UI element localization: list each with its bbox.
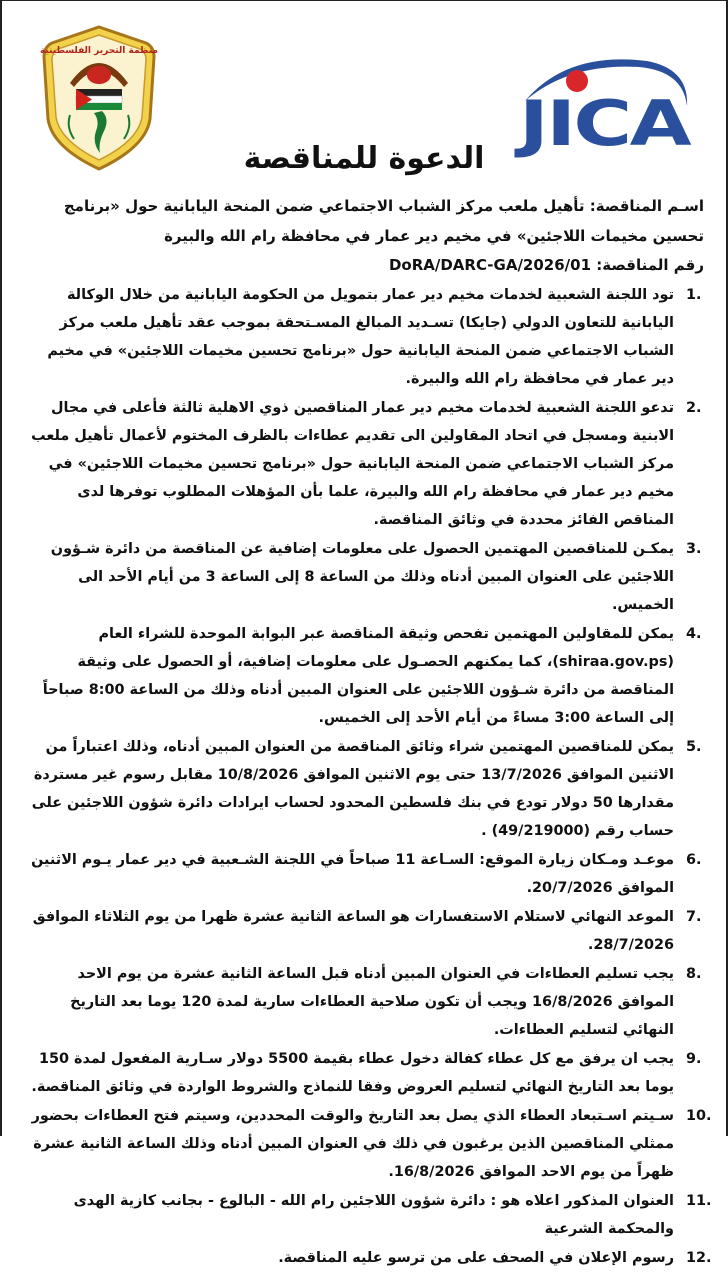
list-item [24, 394, 704, 534]
list-item [24, 1045, 704, 1101]
page-title: الدعوة للمناقصة [243, 141, 485, 176]
item-text: يجب تسليم العطاءات في العنوان المبين أدناه قبل الساعة الثانية عشرة من يوم الاحد الموافق 16/8/2026 ويجب أن تكون صلاحية العطاءات سارية لمدة 120 يوما بعد التاريخ النهائي لتسليم العطاءات. [70, 966, 674, 1038]
header [2, 1, 726, 201]
plo-seal-text: منظمة التحرير الفلسطينية [40, 46, 158, 56]
list-item [24, 903, 704, 959]
notice-body [24, 191, 712, 1273]
item-number: 4. [686, 626, 702, 642]
jica-logo-text: JICA [513, 87, 692, 160]
list-item [24, 620, 704, 732]
item-number: 7. [686, 909, 702, 925]
item-number: 10. [686, 1108, 712, 1124]
item-number: 6. [686, 852, 702, 868]
item-text: العنوان المذكور اعلاه هو : دائرة شؤون اللاجئين رام الله - البالوع - بجانب كازية الهدى والمحكمة الشرعية [73, 1193, 674, 1237]
tender-ref-number: DoRA/DARC-GA/2026/01 [388, 256, 592, 274]
item-text: سـيتم اسـتبعاد العطاء الذي يصل بعد التاريخ والوقت المحددين، وسيتم فتح العطاءات بحضور ممثلي المناقصين الذين يرغبون في ذلك في العنوان المبين أدناه وذلك الساعة الثانية عشرة ظهراً من يوم الاحد الموافق 16/8/2026. [31, 1108, 674, 1180]
item-number: 8. [686, 966, 702, 982]
item-number: 2. [686, 400, 702, 416]
item-text: تود اللجنة الشعبية لخدمات مخيم دير عمار بتمويل من الحكومة اليابانية من خلال الوكالة اليابانية للتعاون الدولي (جايكا) تسـديد المبالغ المسـتحقة بموجب عقد تأهيل ملعب مركز الشباب الاجتماعي ضمن المنحة اليابانية حول «برنامج تحسين مخيمات اللاجئين» في مخيم دير عمار في محافظة رام الله والبيرة. [47, 287, 674, 387]
item-number: 11. [686, 1193, 712, 1209]
list-item [24, 535, 704, 619]
item-text: رسوم الإعلان في الصحف على من ترسو عليه المناقصة. [278, 1250, 674, 1266]
list-item [24, 1187, 712, 1243]
item-text: تدعو اللجنة الشعبية لخدمات مخيم دير عمار المناقصين ذوي الاهلية ثالثة فأعلى في مجال الابنية ومسجل في اتحاد المقاولين الى تقديم عطاءات بالظرف المختوم لأعمال تأهيل ملعب مركز الشباب الاجتماعي ضمن المنحة اليابانية حول «برنامج تحسين مخيمات اللاجئين» في مخيم دير عمار في محافظة رام الله والبيرة، علما بأن المؤهلات المطلوب توفرها لدى المناقص الفائز محددة في وثائق المناقصة. [31, 400, 674, 528]
list-item [24, 281, 704, 393]
item-number: 1. [686, 287, 702, 303]
item-text: يمكـن للمناقصين المهتمين الحصول على معلومات إضافية عن المناقصة من دائرة شـؤون اللاجئين على العنوان المبين أدناه وذلك من الساعة 8 إلى الساعة 3 من أيام الأحد الى الخميس. [50, 541, 674, 613]
item-text: الموعد النهائي لاستلام الاستفسارات هو الساعة الثانية عشرة ظهرا من يوم الثلاثاء الموافق 28/7/2026. [32, 909, 674, 953]
item-text: يجب ان يرفق مع كل عطاء كفالة دخول عطاء بقيمة 5500 دولار سـارية المفعول لمدة 150 يوما بعد التاريخ النهائي لتسليم العروض وفقا للنماذج والشروط الواردة في وثائق المناقصة. [31, 1051, 674, 1095]
tender-name: اسـم المناقصة: تأهيل ملعب مركز الشباب الاجتماعي ضمن المنحة اليابانية حول «برنامج تحسين مخيمات اللاجئين» في مخيم دير عمار في محافظة رام الله والبيرة [63, 197, 704, 245]
item-number: 5. [686, 739, 702, 755]
list-item [24, 1244, 712, 1272]
item-text: يمكن للمناقصين المهتمين شراء وثائق المناقصة من العنوان المبين أدناه، وذلك اعتباراً من الاثنين الموافق 13/7/2026 حتى يوم الاثنين الموافق 10/8/2026 مقابل رسوم غير مستردة مقدارها 50 دولار تودع في بنك فلسطين المحدود لحساب ايرادات دائرة شؤون اللاجئين على حساب رقم (49/219000) . [31, 739, 674, 839]
conditions-list [24, 281, 712, 1272]
list-item [24, 1102, 712, 1186]
item-text: موعـد ومـكان زيارة الموقع: السـاعة 11 صباحاً في اللجنة الشـعبية في دير عمار يـوم الاثنين الموافق 20/7/2026. [31, 852, 674, 896]
item-number: 9. [686, 1051, 702, 1067]
item-text: يمكن للمقاولين المهتمين تفحص وثيقة المناقصة عبر البوابة الموحدة للشراء العام (shiraa.gov.ps)، كما يمكنهم الحصـول على معلومات إضافية، أو الحصول على وثيقة المناقصة من دائرة شـؤون اللاجئين على العنوان المبين أدناه وذلك من الساعة 8:00 صباحاً إلى الساعة 3:00 مساءً من أيام الأحد إلى الخميس. [42, 626, 674, 726]
tender-reference [24, 251, 704, 279]
item-number: 12. [686, 1250, 712, 1266]
list-item [24, 960, 704, 1044]
list-item [24, 733, 704, 845]
item-number: 3. [686, 541, 702, 557]
list-item [24, 846, 704, 902]
tender-ref-label: رقم المناقصة: [596, 256, 704, 274]
